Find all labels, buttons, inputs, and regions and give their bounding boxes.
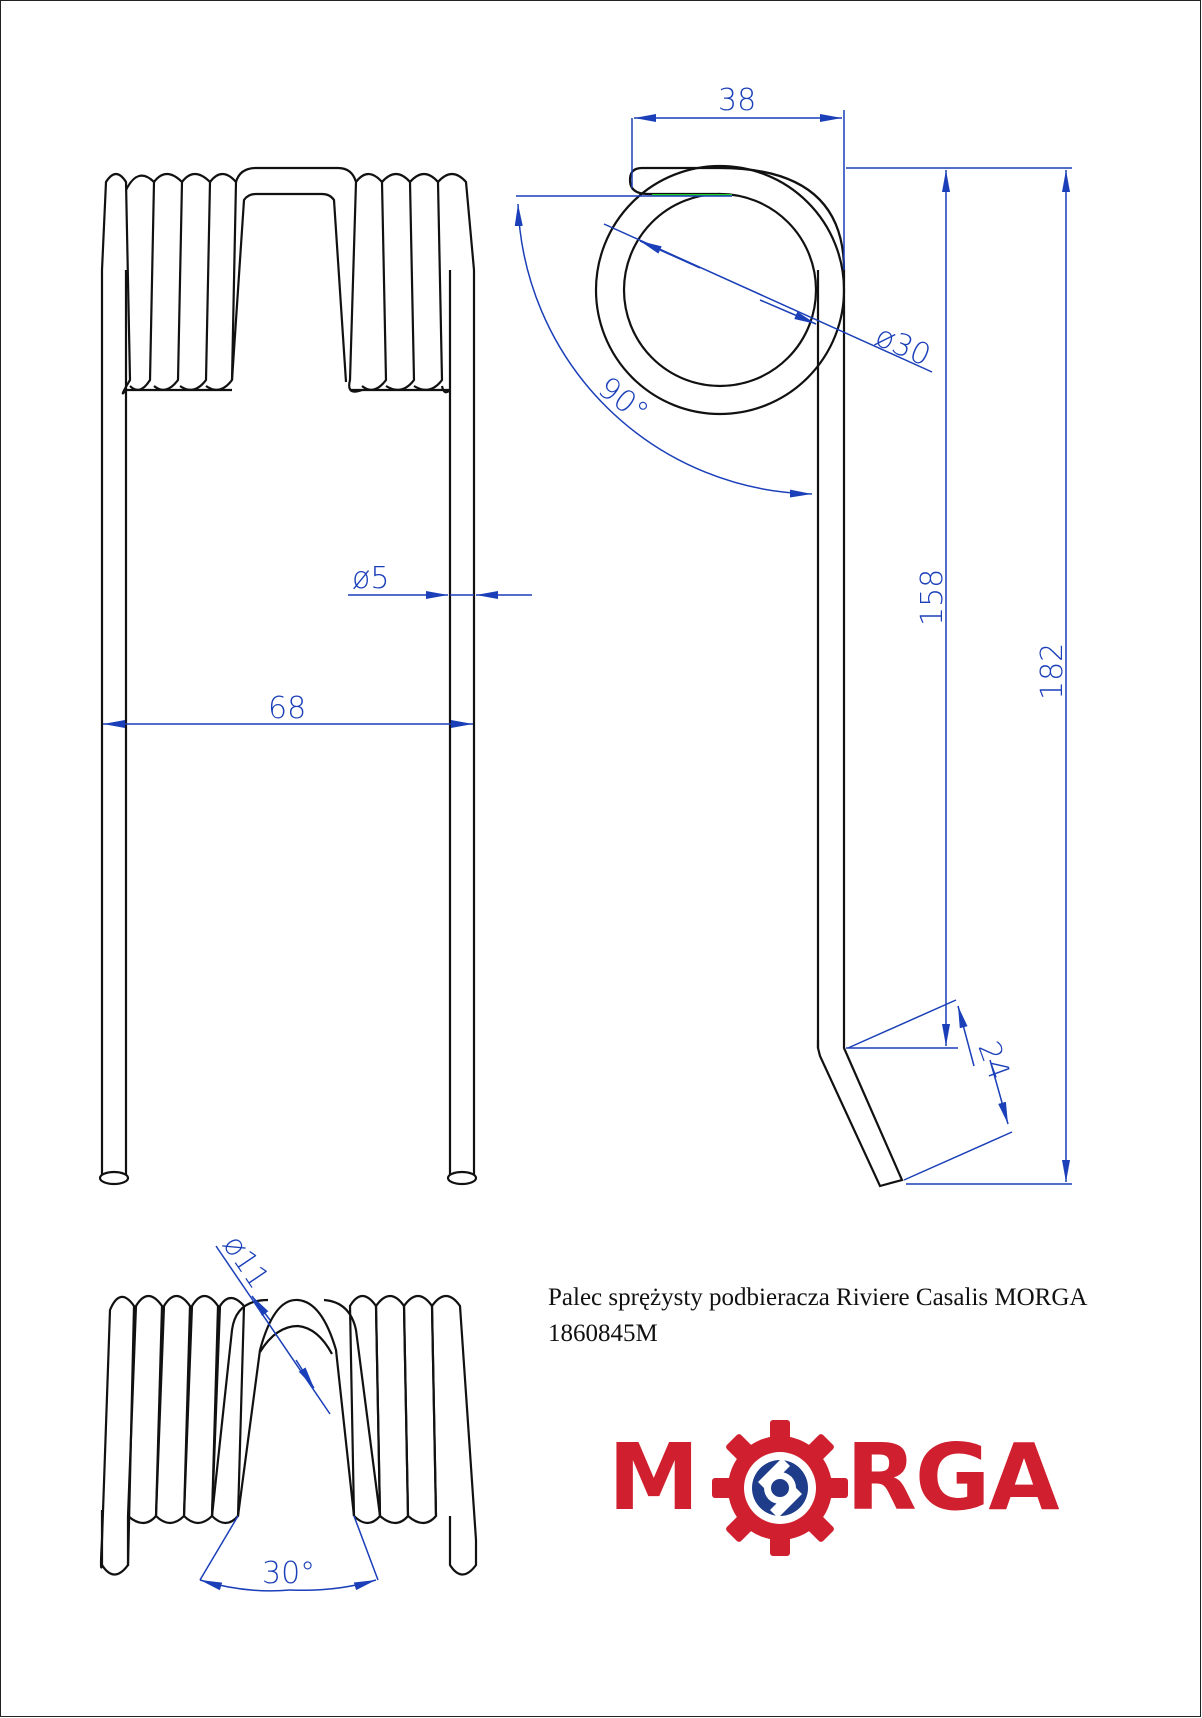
- dim-text-90: 90°: [591, 370, 655, 431]
- side-view: [596, 166, 902, 1186]
- right-coil-3: [410, 174, 442, 390]
- coil-outer-circle: [596, 166, 844, 414]
- product-caption: [548, 1280, 1188, 1352]
- dim-text-68: 68: [268, 691, 307, 726]
- logo-text-left: M: [608, 1424, 698, 1531]
- left-coil-4: [180, 174, 210, 390]
- dim-text-182: 182: [1035, 642, 1070, 700]
- lower-right-coil-3: [404, 1296, 436, 1523]
- top-tab: [630, 168, 720, 194]
- dim-text-158: 158: [915, 568, 950, 626]
- logo-text-right: RGA: [846, 1424, 1058, 1531]
- lower-right-coil-4: [432, 1296, 476, 1575]
- right-coil-1: [356, 174, 386, 390]
- dim-text-11: ø11: [215, 1228, 276, 1296]
- lower-u-outer: [238, 1300, 354, 1516]
- left-leg-end: [100, 1172, 128, 1184]
- caption-title: Palec sprężysty podbieracza Riviere Casalis MORGA: [548, 1284, 1088, 1311]
- dim-text-30-angle: 30°: [262, 1556, 316, 1591]
- top-bridge: [236, 168, 362, 392]
- top-bridge-inner: [232, 194, 346, 382]
- dim-text-30: ø30: [869, 318, 936, 374]
- coil-inner-circle: [624, 194, 816, 386]
- lower-u-inner-2: [260, 1326, 332, 1354]
- lower-leg-left: [102, 1510, 128, 1575]
- right-leg: [450, 270, 474, 1175]
- dim-text-24: 24: [970, 1036, 1017, 1085]
- left-leg: [102, 270, 126, 1175]
- lower-right-coil-2: [376, 1296, 408, 1523]
- right-leg-end: [448, 1172, 476, 1184]
- dim-text-38: 38: [718, 83, 757, 118]
- right-coil-2: [382, 174, 414, 390]
- front-view: [100, 168, 476, 1184]
- dim-text-5: ø5: [352, 561, 390, 596]
- dimension-width-38: [632, 110, 844, 270]
- right-coil-4: [438, 174, 474, 392]
- caption-part-number: 1860845M: [548, 1320, 658, 1347]
- dimension-length-24: [848, 1000, 1012, 1180]
- left-coil-3: [154, 174, 182, 390]
- dimension-angle-90: [516, 196, 812, 494]
- top-view: [101, 1296, 476, 1575]
